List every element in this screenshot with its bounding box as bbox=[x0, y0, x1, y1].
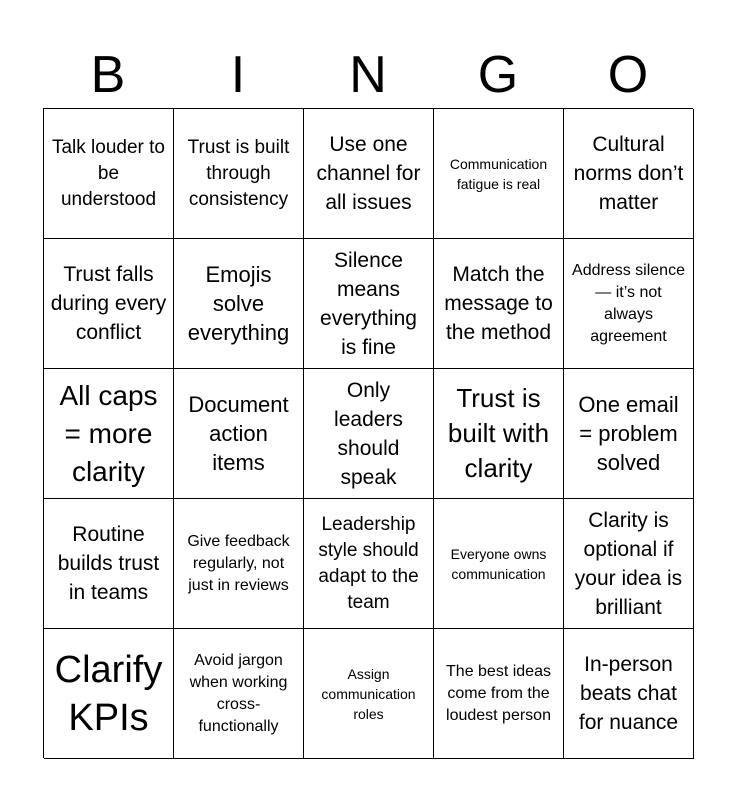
bingo-cell-r2-c4[interactable] bbox=[434, 239, 564, 369]
cell-text: All caps = more clarity bbox=[59, 379, 158, 487]
header-letter-n: N bbox=[349, 46, 387, 104]
cell-text: Clarity is optional if your idea is brilliant bbox=[574, 508, 683, 619]
cell-text: One email = problem solved bbox=[578, 392, 679, 475]
bingo-cell-r1-c4[interactable] bbox=[434, 109, 564, 239]
bingo-cell-r5-c2[interactable] bbox=[174, 629, 304, 759]
bingo-cell-r3-c3[interactable] bbox=[304, 369, 434, 499]
cell-text: Silence means everything is fine bbox=[320, 248, 417, 359]
header-letter-g: G bbox=[477, 46, 519, 104]
bingo-cell-r4-c2[interactable] bbox=[174, 499, 304, 629]
bingo-cell-r3-c1[interactable] bbox=[44, 369, 174, 499]
header-letter-b: B bbox=[90, 46, 126, 104]
bingo-cell-r2-c3[interactable] bbox=[304, 239, 434, 369]
bingo-board bbox=[43, 108, 693, 758]
bingo-cell-r4-c1[interactable] bbox=[44, 499, 174, 629]
cell-text: Avoid jargon when working cross-functionally bbox=[189, 651, 288, 735]
header-letter-o: O bbox=[607, 46, 649, 104]
cell-text: Cultural norms don’t matter bbox=[573, 133, 684, 214]
cell-text: Communication fatigue is real bbox=[449, 155, 548, 192]
cell-text: Leadership style should adapt to the team bbox=[318, 513, 419, 613]
cell-text: Routine builds trust in teams bbox=[57, 523, 160, 604]
cell-text: Trust is built through consistency bbox=[187, 136, 290, 210]
bingo-cell-r1-c5[interactable] bbox=[564, 109, 694, 239]
bingo-cell-r2-c2[interactable] bbox=[174, 239, 304, 369]
cell-text: Use one channel for all issues bbox=[316, 133, 421, 214]
bingo-cell-r1-c1[interactable] bbox=[44, 109, 174, 239]
cell-text: Trust is built with clarity bbox=[447, 383, 550, 483]
cell-text: Clarify KPIs bbox=[54, 648, 163, 739]
bingo-cell-r3-c5[interactable] bbox=[564, 369, 694, 499]
cell-text: Trust falls during every conflict bbox=[50, 263, 167, 344]
bingo-cell-r1-c2[interactable] bbox=[174, 109, 304, 239]
cell-text: Give feedback regularly, not just in reviews bbox=[187, 532, 290, 594]
cell-text: Talk louder to be understood bbox=[51, 136, 165, 210]
bingo-cell-r4-c3[interactable] bbox=[304, 499, 434, 629]
cell-text: Document action items bbox=[188, 392, 289, 475]
cell-text: Everyone owns communication bbox=[450, 545, 547, 582]
cell-text: The best ideas come from the loudest person bbox=[446, 662, 551, 724]
cell-text: Assign communication roles bbox=[321, 665, 416, 722]
bingo-cell-r3-c2[interactable] bbox=[174, 369, 304, 499]
bingo-cell-r4-c4[interactable] bbox=[434, 499, 564, 629]
bingo-cell-r2-c5[interactable] bbox=[564, 239, 694, 369]
bingo-cell-r4-c5[interactable] bbox=[564, 499, 694, 629]
bingo-cell-r5-c3[interactable] bbox=[304, 629, 434, 759]
cell-text: Address silence — it’s not always agreement bbox=[572, 261, 685, 345]
bingo-cell-r5-c5[interactable] bbox=[564, 629, 694, 759]
cell-text: Match the message to the method bbox=[444, 263, 553, 344]
cell-text: Only leaders should speak bbox=[334, 378, 403, 489]
header-letter-i: I bbox=[230, 46, 246, 104]
bingo-header bbox=[43, 42, 693, 108]
bingo-cell-r2-c1[interactable] bbox=[44, 239, 174, 369]
cell-text: Emojis solve everything bbox=[187, 262, 290, 345]
bingo-cell-r5-c4[interactable] bbox=[434, 629, 564, 759]
bingo-cell-r1-c3[interactable] bbox=[304, 109, 434, 239]
bingo-cell-r5-c1[interactable] bbox=[44, 629, 174, 759]
bingo-cell-r3-c4[interactable] bbox=[434, 369, 564, 499]
cell-text: In-person beats chat for nuance bbox=[578, 653, 679, 734]
